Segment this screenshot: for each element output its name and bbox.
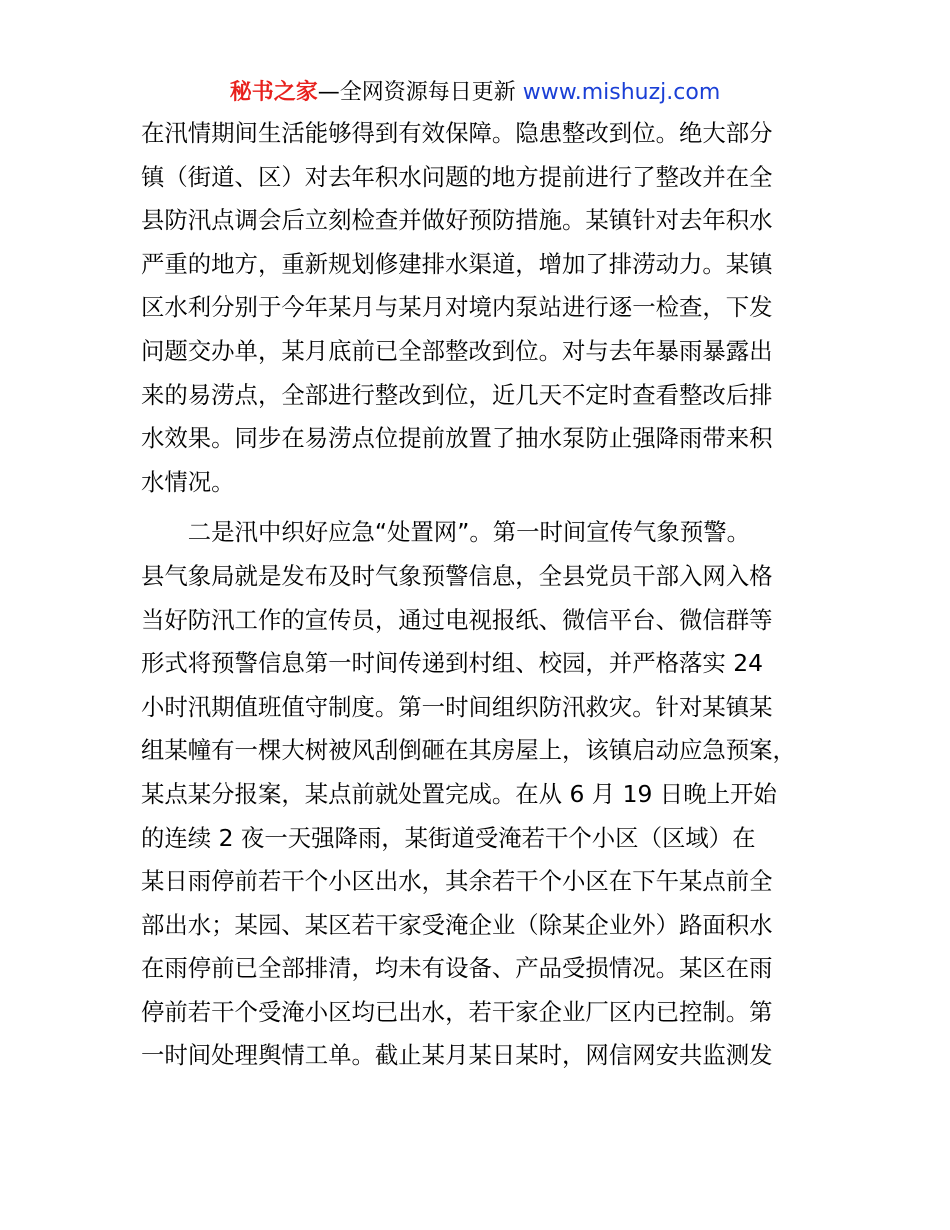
paragraph-spacer bbox=[141, 504, 841, 511]
header-tagline: —全网资源每日更新 bbox=[317, 80, 523, 105]
text-line: 县气象局就是发布及时气象预警信息，全县党员干部入网入格 bbox=[141, 561, 773, 590]
text-line: 组某幢有一棵大树被风刮倒砸在其房屋上，该镇启动应急预案， bbox=[141, 736, 796, 765]
text-line: 来的易涝点，全部进行整改到位，近几天不定时查看整改后排 bbox=[141, 380, 773, 409]
text-line: 在雨停前已全部排清，均未有设备、产品受损情况。某区在雨 bbox=[141, 954, 773, 983]
text-line: 的连续 2 夜一天强降雨，某街道受淹若干个小区（区域）在 bbox=[141, 823, 756, 852]
text-line: 某点某分报案，某点前就处置完成。在从 6 月 19 日晚上开始 bbox=[141, 779, 777, 808]
text-line: 县防汛点调会后立刻检查并做好预防措施。某镇针对去年积水 bbox=[141, 206, 773, 235]
text-line: 区水利分别于今年某月与某月对境内泵站进行逐一检查，下发 bbox=[141, 293, 773, 322]
text-line: 问题交办单，某月底前已全部整改到位。对与去年暴雨暴露出 bbox=[141, 336, 773, 365]
page-header bbox=[0, 76, 950, 110]
paragraph-1 bbox=[141, 112, 841, 504]
text-line: 当好防汛工作的宣传员，通过电视报纸、微信平台、微信群等 bbox=[141, 605, 773, 634]
text-line: 镇（街道、区）对去年积水问题的地方提前进行了整改并在全 bbox=[141, 162, 773, 191]
document-body bbox=[141, 112, 841, 1078]
brand-name: 秘书之家 bbox=[229, 80, 318, 105]
paragraph-2 bbox=[141, 511, 841, 1078]
text-line: 部出水；某园、某区若干家受淹企业（除某企业外）路面积水 bbox=[141, 910, 773, 939]
text-line: 停前若干个受淹小区均已出水，若干家企业厂区内已控制。第 bbox=[141, 997, 773, 1026]
text-line: 某日雨停前若干个小区出水，其余若干个小区在下午某点前全 bbox=[141, 867, 773, 896]
text-line: 小时汛期值班值守制度。第一时间组织防汛救灾。针对某镇某 bbox=[141, 692, 773, 721]
text-line: 在汛情期间生活能够得到有效保障。隐患整改到位。绝大部分 bbox=[141, 119, 773, 147]
text-line: 二是汛中织好应急“处置网”。第一时间宣传气象预警。 bbox=[141, 518, 750, 547]
text-line: 严重的地方，重新规划修建排水渠道，增加了排涝动力。某镇 bbox=[141, 249, 773, 278]
text-line: 一时间处理舆情工单。截止某月某日某时，网信网安共监测发 bbox=[141, 1041, 773, 1070]
text-line: 水情况。 bbox=[141, 467, 235, 496]
text-line: 形式将预警信息第一时间传递到村组、校园，并严格落实 24 bbox=[141, 649, 763, 678]
text-line: 水效果。同步在易涝点位提前放置了抽水泵防止强降雨带来积 bbox=[141, 424, 773, 453]
site-url-link[interactable]: www.mishuzj.com bbox=[522, 80, 721, 105]
